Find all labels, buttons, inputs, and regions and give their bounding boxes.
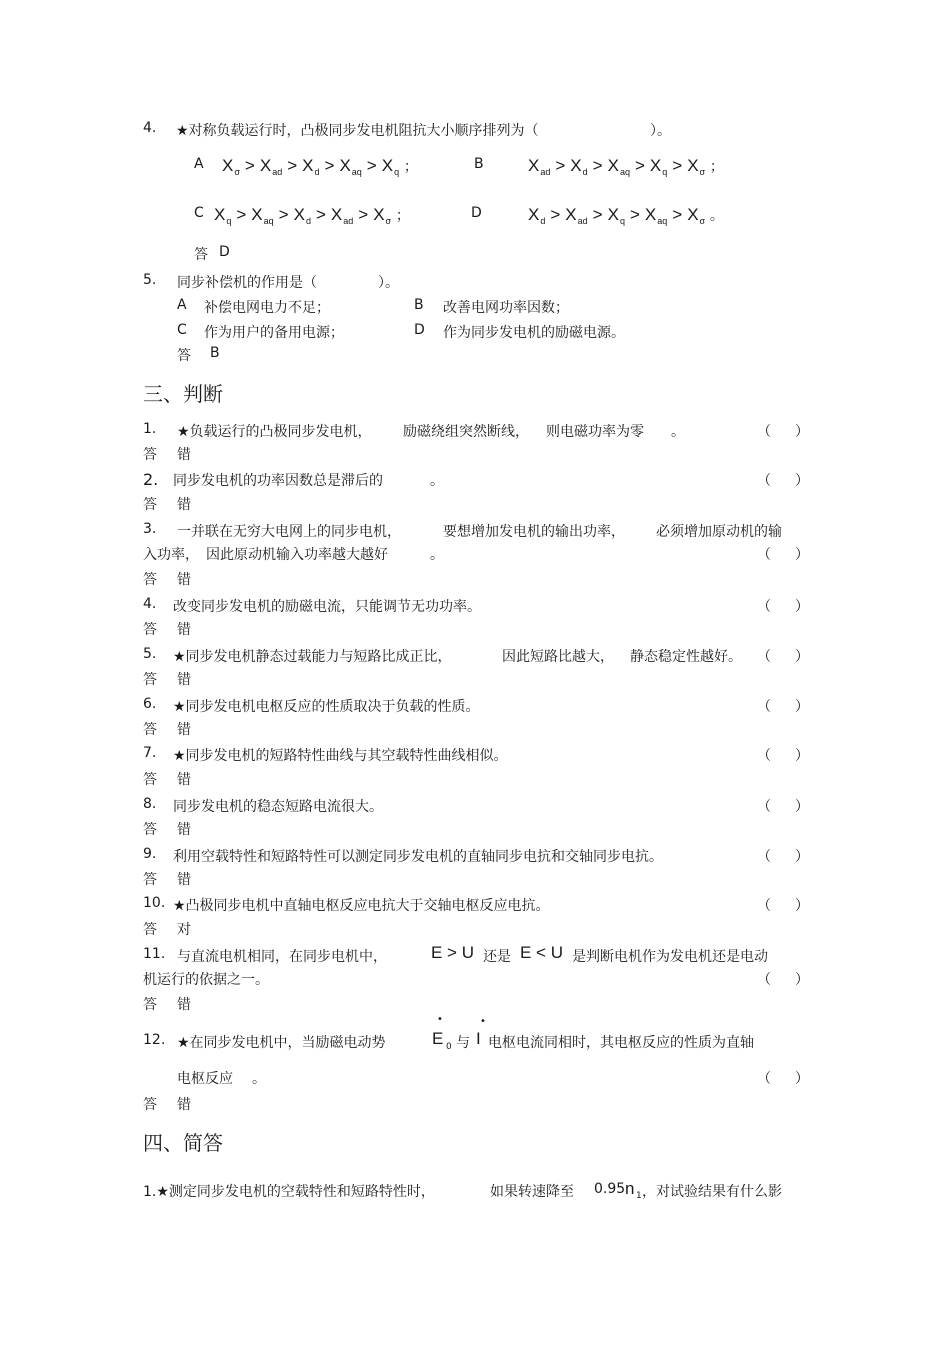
q5-option-d-text: 作为同步发电机的励磁电源。 (443, 325, 625, 341)
judge-5-text-a: ★同步发电机静态过载能力与短路比成正比， (173, 649, 452, 665)
judge-3-text-b: 要想增加发电机的输出功率， (443, 524, 625, 540)
judge-5-answer: 错 (177, 672, 191, 688)
judge-7-paren-close: ） (795, 748, 809, 764)
judge-3-paren-close: ） (795, 547, 809, 563)
judge-10-paren-open: （ (757, 898, 771, 914)
judge-5-number: 5. (143, 646, 157, 662)
judge-3-line2-c: 。 (430, 547, 444, 563)
q4-option-d-expr: $X_d > X_{ad} > X_q > X_{aq} > X_\sigma$ 。 (528, 205, 724, 226)
short-1-subscript-1: 1 (636, 1191, 642, 1201)
section-4-title: 四、简答 (143, 1131, 223, 1155)
judge-3-paren-open: （ (757, 547, 771, 563)
judge-6-text: ★同步发电机电枢反应的性质取决于负载的性质。 (173, 699, 480, 715)
judge-6-answer: 错 (177, 722, 191, 738)
judge-7-number: 7. (143, 745, 157, 761)
q5-number: 5. (143, 272, 157, 288)
judge-10-paren-close: ） (795, 898, 809, 914)
judge-7-answer-label: 答 (143, 772, 157, 788)
judge-11-expr-1: E > U (431, 943, 474, 962)
q4-option-d-end: 。 (709, 207, 724, 223)
short-1-symbol-n: n (625, 1179, 635, 1198)
judge-5-text-c: 静态稳定性越好。 (630, 649, 742, 665)
judge-12-line2-b: 。 (252, 1071, 266, 1087)
short-1-text-b: 如果转速降至 (490, 1184, 574, 1200)
judge-8-number: 8. (143, 796, 157, 812)
q4-option-c-end: ； (395, 207, 410, 223)
judge-9-paren-open: （ (757, 849, 771, 865)
short-1-text-a: 1.★测定同步发电机的空载特性和短路特性时， (143, 1184, 435, 1200)
judge-8-paren-open: （ (757, 799, 771, 815)
judge-12-text-b: 与 (456, 1035, 470, 1051)
judge-4-number: 4. (143, 596, 157, 612)
judge-10-answer-label: 答 (143, 922, 157, 938)
judge-2-text-b: 。 (430, 473, 444, 489)
judge-9-text: 利用空载特性和短路特性可以测定同步发电机的直轴同步电抗和交轴同步电抗。 (173, 849, 663, 865)
judge-11-paren-close: ） (795, 972, 809, 988)
q4-option-d-label: D (471, 205, 482, 221)
judge-10-answer: 对 (177, 922, 191, 938)
judge-11-answer: 错 (177, 997, 191, 1013)
judge-3-line2-b: 因此原动机输入功率越大越好 (206, 547, 388, 563)
q4-option-a-label: A (194, 156, 204, 172)
q4-option-c-expr: $X_q > X_{aq} > X_d > X_{ad} > X_\sigma$ ； (214, 205, 410, 226)
judge-7-answer: 错 (177, 772, 191, 788)
q4-option-b-label: B (474, 156, 484, 172)
q5-option-a-label: A (177, 297, 187, 313)
judge-3-text-c: 必须增加原动机的输 (656, 524, 782, 540)
q4-option-c-label: C (194, 205, 204, 221)
q4-option-a-end: ； (403, 158, 418, 174)
judge-8-paren-close: ） (795, 799, 809, 815)
judge-5-paren-open: （ (757, 649, 771, 665)
q5-option-d-label: D (414, 322, 425, 338)
judge-12-text-c: 电枢电流同相时，其电枢反应的性质为直轴 (488, 1035, 754, 1051)
judge-6-paren-open: （ (757, 699, 771, 715)
phasor-dot-e: • (437, 1014, 443, 1025)
judge-11-paren-open: （ (757, 972, 771, 988)
judge-9-answer-label: 答 (143, 872, 157, 888)
judge-12-paren-open: （ (757, 1071, 771, 1087)
q4-close: ）。 (650, 123, 671, 139)
judge-9-paren-close: ） (795, 849, 809, 865)
judge-11-line2: 机运行的依据之一。 (143, 972, 269, 988)
q4-option-b-expr: $X_{ad} > X_d > X_{aq} > X_q > X_\sigma$ ； (528, 156, 724, 177)
judge-3-text-a: 一并联在无穷大电网上的同步电机， (177, 524, 401, 540)
judge-1-text-a: ★负载运行的凸极同步发电机， (177, 424, 372, 440)
q5-question-text: 同步补偿机的作用是（ (177, 275, 317, 291)
q5-answer: B (210, 345, 220, 361)
q5-answer-label: 答 (177, 348, 191, 364)
judge-2-answer: 错 (177, 497, 191, 513)
judge-3-answer-label: 答 (143, 572, 157, 588)
judge-12-answer-label: 答 (143, 1097, 157, 1113)
judge-10-number: 10. (143, 895, 166, 911)
judge-3-line2-a: 入功率， (143, 547, 199, 563)
judge-11-text-b: 还是 (483, 949, 511, 965)
q5-option-c-text: 作为用户的备用电源； (204, 325, 344, 341)
judge-1-paren-open: （ (757, 424, 771, 440)
q4-option-a-expr: $X_\sigma > X_{ad} > X_d > X_{aq} > X_q$ ； (222, 156, 418, 177)
judge-12-text-a: ★在同步发电机中，当励磁电动势 (177, 1035, 386, 1051)
judge-12-answer: 错 (177, 1097, 191, 1113)
judge-9-answer: 错 (177, 872, 191, 888)
q5-option-c-label: C (177, 322, 187, 338)
section-3-title: 三、判断 (143, 382, 223, 406)
phasor-dot-i: • (480, 1016, 486, 1027)
judge-4-text: 改变同步发电机的励磁电流，只能调节无功功率。 (173, 599, 481, 615)
judge-2-paren-open: （ (757, 473, 771, 489)
judge-2-number: 2. (143, 470, 159, 489)
judge-1-answer: 错 (177, 447, 191, 463)
judge-11-answer-label: 答 (143, 997, 157, 1013)
judge-6-paren-close: ） (795, 699, 809, 715)
judge-12-paren-close: ） (795, 1071, 809, 1087)
judge-4-paren-open: （ (757, 599, 771, 615)
judge-6-answer-label: 答 (143, 722, 157, 738)
judge-11-text-a: 与直流电机相同，在同步电机中， (177, 949, 387, 965)
judge-1-text-b: 励磁绕组突然断线， (403, 424, 529, 440)
judge-4-paren-close: ） (795, 599, 809, 615)
judge-5-paren-close: ） (795, 649, 809, 665)
judge-3-number: 3. (143, 521, 157, 537)
judge-12-subscript-0: 0 (446, 1042, 452, 1052)
judge-10-text: ★凸极同步电机中直轴电枢反应电抗大于交轴电枢反应电抗。 (173, 898, 550, 914)
judge-11-expr-2: E < U (520, 943, 563, 962)
judge-12-number: 12. (143, 1032, 166, 1048)
judge-1-text-c: 则电磁功率为零 (546, 424, 644, 440)
judge-1-answer-label: 答 (143, 447, 157, 463)
q4-answer-label: 答 (194, 247, 208, 263)
judge-2-answer-label: 答 (143, 497, 157, 513)
judge-9-number: 9. (143, 846, 157, 862)
judge-12-line2-a: 电枢反应 (177, 1071, 233, 1087)
q5-option-b-label: B (414, 297, 424, 313)
q5-option-b-text: 改善电网功率因数； (443, 300, 569, 316)
judge-8-answer-label: 答 (143, 822, 157, 838)
q4-option-b-end: ； (709, 158, 724, 174)
judge-4-answer-label: 答 (143, 622, 157, 638)
q4-answer: D (219, 244, 230, 260)
judge-5-text-b: 因此短路比越大， (502, 649, 614, 665)
judge-1-number: 1. (143, 421, 157, 437)
judge-8-answer: 错 (177, 822, 191, 838)
short-1-text-c: ，对试验结果有什么影 (642, 1184, 782, 1200)
judge-11-number: 11. (143, 946, 166, 962)
q5-option-a-text: 补偿电网电力不足； (204, 300, 330, 316)
judge-8-text: 同步发电机的稳态短路电流很大。 (173, 799, 383, 815)
judge-1-paren-close: ） (795, 424, 809, 440)
judge-6-number: 6. (143, 696, 157, 712)
judge-4-answer: 错 (177, 622, 191, 638)
judge-2-text-a: 同步发电机的功率因数总是滞后的 (173, 473, 383, 489)
judge-12-symbol-e: E (432, 1029, 444, 1048)
judge-7-paren-open: （ (757, 748, 771, 764)
q4-question-text: ★对称负载运行时，凸极同步发电机阻抗大小顺序排列为（ (176, 123, 539, 139)
judge-3-answer: 错 (177, 572, 191, 588)
judge-7-text: ★同步发电机的短路特性曲线与其空载特性曲线相似。 (173, 748, 508, 764)
judge-1-text-d: 。 (671, 424, 685, 440)
judge-12-symbol-i: I (476, 1029, 481, 1048)
q4-number: 4. (143, 120, 157, 136)
q5-close: ）。 (378, 275, 399, 291)
short-1-value: 0.95 (594, 1181, 626, 1197)
judge-5-answer-label: 答 (143, 672, 157, 688)
judge-11-text-c: 是判断电机作为发电机还是电动 (572, 949, 768, 965)
judge-2-paren-close: ） (795, 473, 809, 489)
